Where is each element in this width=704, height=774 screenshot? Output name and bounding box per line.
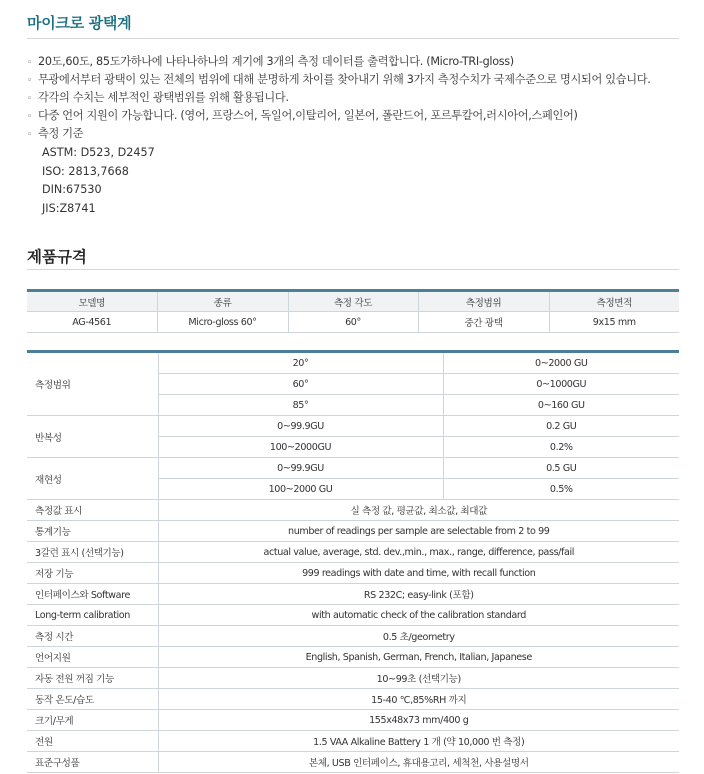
table-row	[27, 668, 679, 689]
bullet-icon: ◦	[27, 130, 33, 140]
row-label: 반복성	[27, 416, 158, 458]
feature-item: ◦ 각각의 수치는 세부적인 광택범위를 위해 활용됩니다.	[27, 89, 651, 107]
table-cell: 155x48x73 mm/400 g	[158, 710, 679, 731]
table-cell: AG-4561	[27, 312, 157, 333]
table-cell: 실 측정 값, 평균값, 최소값, 최대값	[158, 500, 679, 521]
model-table	[27, 289, 679, 333]
table-cell: 100~2000GU	[158, 437, 443, 458]
table-cell: 0.5 초/geometry	[158, 626, 679, 647]
row-label: 측정범위	[27, 352, 158, 416]
row-label: 저장 기능	[27, 563, 158, 584]
feature-item: ◦ 무광에서부터 광택이 있는 전체의 범위에 대해 분명하게 차이를 찾아내기 위해 3가지 측정수치가 국제수준으로 명시되어 있습니다.	[27, 71, 651, 89]
table-cell: RS 232C; easy-link (포함)	[158, 584, 679, 605]
table-row	[27, 605, 679, 626]
spec-heading: 제품규격	[27, 248, 87, 266]
table-cell: 1.5 VAA Alkaline Battery 1 개 (약 10,000 번 측정)	[158, 731, 679, 752]
standard-item: JIS:Z8741	[42, 201, 96, 215]
spec-table	[27, 350, 679, 773]
standards-list	[42, 144, 155, 218]
table-cell: 0.5%	[443, 479, 679, 500]
header-cell: 종류	[157, 291, 288, 312]
row-label: 자동 전원 꺼짐 기능	[27, 668, 158, 689]
row-label: Long-term calibration	[27, 605, 158, 626]
table-cell: 20°	[158, 352, 443, 374]
table-cell: 0~1000GU	[443, 374, 679, 395]
row-label: 재현성	[27, 458, 158, 500]
bullet-icon: ◦	[27, 112, 33, 122]
table-row	[27, 521, 679, 542]
table-row	[27, 352, 679, 374]
table-cell: number of readings per sample are selectable from 2 to 99	[158, 521, 679, 542]
row-label: 통계기능	[27, 521, 158, 542]
table-cell: with automatic check of the calibration standard	[158, 605, 679, 626]
feature-item: ◦ 다중 언어 지원이 가능합니다. (영어, 프랑스어, 독일어,이탈리어, 일본어, 폴란드어, 포르투칼어,러시아어,스페인어)	[27, 107, 651, 125]
row-label: 측정 시간	[27, 626, 158, 647]
table-cell: 85°	[158, 395, 443, 416]
row-label: 3갈런 표시 (선택기능)	[27, 542, 158, 563]
table-row	[27, 731, 679, 752]
product-title: 마이크로 광택계	[27, 14, 132, 32]
row-label: 언어지원	[27, 647, 158, 668]
table-cell: 본체, USB 인터페이스, 휴대용고리, 세척천, 사용설명서	[158, 752, 679, 773]
table-cell: 0~99.9GU	[158, 416, 443, 437]
table-row	[27, 689, 679, 710]
standard-item: ASTM: D523, D2457	[42, 146, 155, 159]
row-label: 전원	[27, 731, 158, 752]
table-row	[27, 584, 679, 605]
table-cell: Micro-gloss 60°	[157, 312, 288, 333]
row-label: 표준구성품	[27, 752, 158, 773]
bullet-icon: ◦	[27, 76, 33, 86]
feature-item: ◦ 측정 기준	[27, 125, 651, 143]
header-cell: 측정범위	[418, 291, 549, 312]
table-cell: 0.2 GU	[443, 416, 679, 437]
table-row	[27, 416, 679, 437]
table-row	[27, 542, 679, 563]
row-label: 측정값 표시	[27, 500, 158, 521]
table-cell: 10~99초 (선택기능)	[158, 668, 679, 689]
feature-item: ◦ 20도,60도, 85도가하나에 나타나하나의 계기에 3개의 측정 데이터를 출력합니다. (Micro-TRI-gloss)	[27, 53, 651, 71]
table-row	[27, 752, 679, 773]
table-cell: 0.2%	[443, 437, 679, 458]
feature-list	[27, 53, 651, 143]
table-cell: 0.5 GU	[443, 458, 679, 479]
table-cell: 15-40 ℃,85%RH 까지	[158, 689, 679, 710]
header-cell: 측정 각도	[288, 291, 418, 312]
standard-item: ISO: 2813,7668	[42, 164, 129, 178]
row-label: 동작 온도/습도	[27, 689, 158, 710]
table-cell: 0~2000 GU	[443, 352, 679, 374]
table-cell: 100~2000 GU	[158, 479, 443, 500]
spec-divider	[27, 269, 679, 270]
table-cell: actual value, average, std. dev.,min., max., range, difference, pass/fail	[158, 542, 679, 563]
standard-item: DIN:67530	[42, 183, 102, 196]
table-cell: 60°	[158, 374, 443, 395]
table-cell: 60°	[288, 312, 418, 333]
table-row	[27, 500, 679, 521]
table-row	[27, 710, 679, 731]
table-row	[27, 647, 679, 668]
table-row	[27, 312, 679, 333]
title-divider	[27, 38, 679, 39]
bullet-icon: ◦	[27, 94, 33, 104]
table-cell: 0~99.9GU	[158, 458, 443, 479]
table-cell: 9x15 mm	[549, 312, 679, 333]
header-cell: 모델명	[27, 291, 157, 312]
row-label: 인터페이스와 Software	[27, 584, 158, 605]
table-row	[27, 458, 679, 479]
table-row	[27, 626, 679, 647]
table-cell: English, Spanish, German, French, Italian, Japanese	[158, 647, 679, 668]
table-cell: 0~160 GU	[443, 395, 679, 416]
row-label: 크기/무게	[27, 710, 158, 731]
header-cell: 측정면적	[549, 291, 679, 312]
table-cell: 999 readings with date and time, with recall function	[158, 563, 679, 584]
table-row	[27, 563, 679, 584]
table-header-row	[27, 291, 679, 312]
bullet-icon: ◦	[27, 58, 33, 68]
table-cell: 중간 광택	[418, 312, 549, 333]
